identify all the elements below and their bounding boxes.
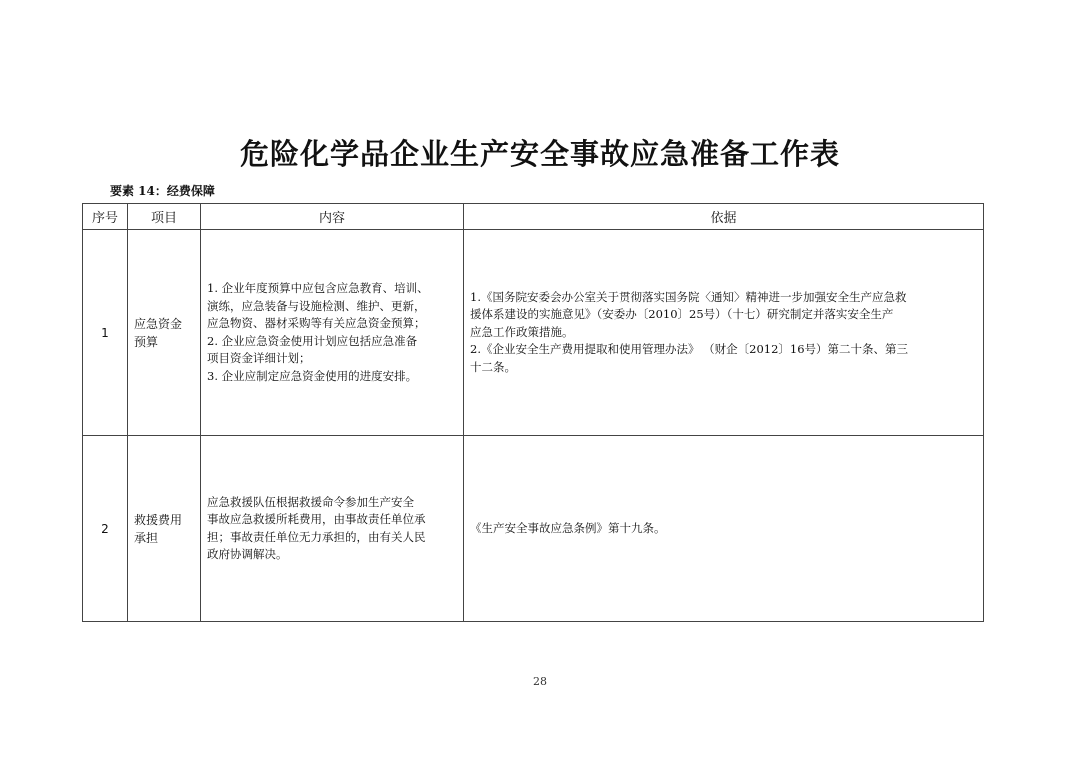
row-content bbox=[201, 230, 464, 436]
content-line: 2. 企业应急资金使用计划应包括应急准备 bbox=[207, 333, 418, 348]
header-basis: 依据 bbox=[464, 204, 984, 230]
table-header-row bbox=[83, 204, 984, 230]
content-line: 事故应急救援所耗费用，由事故责任单位承 bbox=[207, 512, 426, 526]
content-line: 1. 企业年度预算中应包含应急教育、培训、 bbox=[207, 281, 429, 295]
content-line: 担；事故责任单位无力承担的，由有关人民 bbox=[207, 529, 426, 544]
table-row bbox=[83, 230, 984, 436]
row-basis bbox=[464, 436, 984, 622]
preparation-table bbox=[82, 203, 984, 622]
header-item: 项目 bbox=[128, 204, 201, 230]
table-row bbox=[83, 436, 984, 622]
row-item bbox=[128, 230, 201, 436]
row-content bbox=[201, 436, 464, 622]
row-number: 2 bbox=[83, 436, 128, 622]
content-line: 应急物资、器材采购等有关应急资金预算； bbox=[207, 316, 426, 330]
content-line: 3. 企业应制定应急资金使用的进度安排。 bbox=[207, 368, 418, 383]
document-title: 危险化学品企业生产安全事故应急准备工作表 bbox=[239, 137, 840, 171]
content-line: 演练，应急装备与设施检测、维护、更新， bbox=[207, 298, 426, 313]
basis-line: 2.《企业安全生产费用提取和使用管理办法》 （财企〔2012〕16号）第二十条、第三 bbox=[470, 342, 909, 357]
content-line: 项目资金详细计划； bbox=[207, 351, 311, 365]
basis-line: 1.《国务院安委会办公室关于贯彻落实国务院〈通知〉精神进一步加强安全生产应急救 bbox=[470, 289, 907, 304]
basis-line: 援体系建设的实施意见》（安委办〔2010〕25号）（十七）研究制定并落实安全生产 bbox=[470, 307, 894, 322]
content-line: 政府协调解决。 bbox=[207, 547, 288, 561]
item-line: 救援费用 bbox=[134, 512, 183, 527]
page-number: 28 bbox=[533, 675, 547, 688]
item-line: 预算 bbox=[134, 334, 159, 349]
basis-line: 《生产安全事故应急条例》第十九条。 bbox=[470, 520, 666, 535]
row-basis bbox=[464, 230, 984, 436]
item-line: 应急资金 bbox=[134, 316, 183, 331]
header-no: 序号 bbox=[83, 204, 128, 230]
element-label: 要素 14：经费保障 bbox=[110, 184, 215, 198]
basis-line: 应急工作政策措施。 bbox=[470, 324, 574, 339]
row-item bbox=[128, 436, 201, 622]
content-line: 应急救援队伍根据救援命令参加生产安全 bbox=[207, 494, 414, 509]
header-content: 内容 bbox=[201, 204, 464, 230]
row-number: 1 bbox=[83, 230, 128, 436]
item-line: 承担 bbox=[134, 530, 159, 545]
basis-line: 十二条。 bbox=[470, 359, 516, 374]
